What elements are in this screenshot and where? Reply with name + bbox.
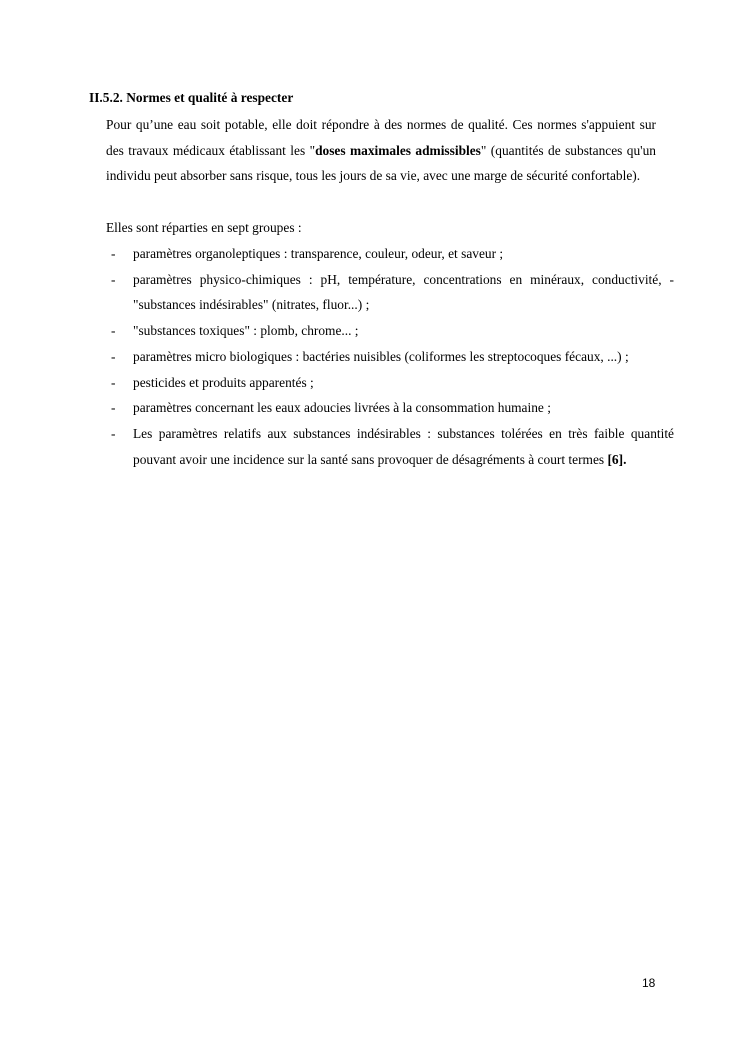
list-item [106, 395, 674, 421]
list-item [106, 370, 674, 396]
dash-bullet-icon: - [111, 246, 116, 261]
dash-bullet-icon: - [111, 271, 116, 287]
dash-bullet-icon: - [111, 425, 116, 441]
list-item [106, 318, 674, 344]
dash-bullet-icon: - [111, 323, 116, 339]
intro-text-end: " (quantités de substances qu'un individu peut absorber sans risque, tous les jours de sa vie, avec une marge de sécurité confortable). [106, 142, 656, 184]
page-number: 18 [642, 976, 656, 990]
intro-text-start: Pour qu’une eau soit potable, elle doit répondre à des normes de qualité. Ces normes s'appuient sur des travaux médicaux établissant les " [106, 117, 656, 158]
list-item [106, 421, 674, 472]
groups-intro: Elles sont réparties en sept groupes : [106, 220, 302, 235]
intro-bold-term: doses maximales admissibles [315, 142, 481, 158]
dash-bullet-icon: - [111, 348, 116, 364]
list-item-text: paramètres concernant les eaux adoucies livrées à la consommation humaine ; [133, 400, 551, 416]
dash-bullet-icon: - [111, 400, 116, 416]
list-item [106, 267, 674, 318]
list-item [106, 241, 674, 267]
reference-citation: [6]. [607, 451, 627, 467]
list-item-text: "substances toxiques" : plomb, chrome... ; [133, 323, 359, 339]
list-item [106, 344, 674, 370]
groups-list [106, 241, 674, 472]
list-item-text: paramètres physico-chimiques : pH, température, concentrations en minéraux, conductivité, - "substances indésirables" (nitrates, fluor...) ; [133, 271, 674, 313]
dash-bullet-icon: - [111, 374, 116, 390]
intro-paragraph [106, 112, 656, 189]
section-heading: II.5.2. Normes et qualité à respecter [89, 90, 294, 105]
list-item-text: pesticides et produits apparentés ; [133, 374, 314, 390]
list-item-text: paramètres micro biologiques : bactéries nuisibles (coliformes les streptocoques fécaux, ...) ; [133, 348, 629, 364]
list-item-text: paramètres organoleptiques : transparence, couleur, odeur, et saveur ; [133, 246, 504, 261]
list-item-text: Les paramètres relatifs aux substances indésirables : substances tolérées en très faible quantité pouvant avoir une incidence sur la santé sans provoquer de désagréments à court termes [133, 425, 674, 467]
